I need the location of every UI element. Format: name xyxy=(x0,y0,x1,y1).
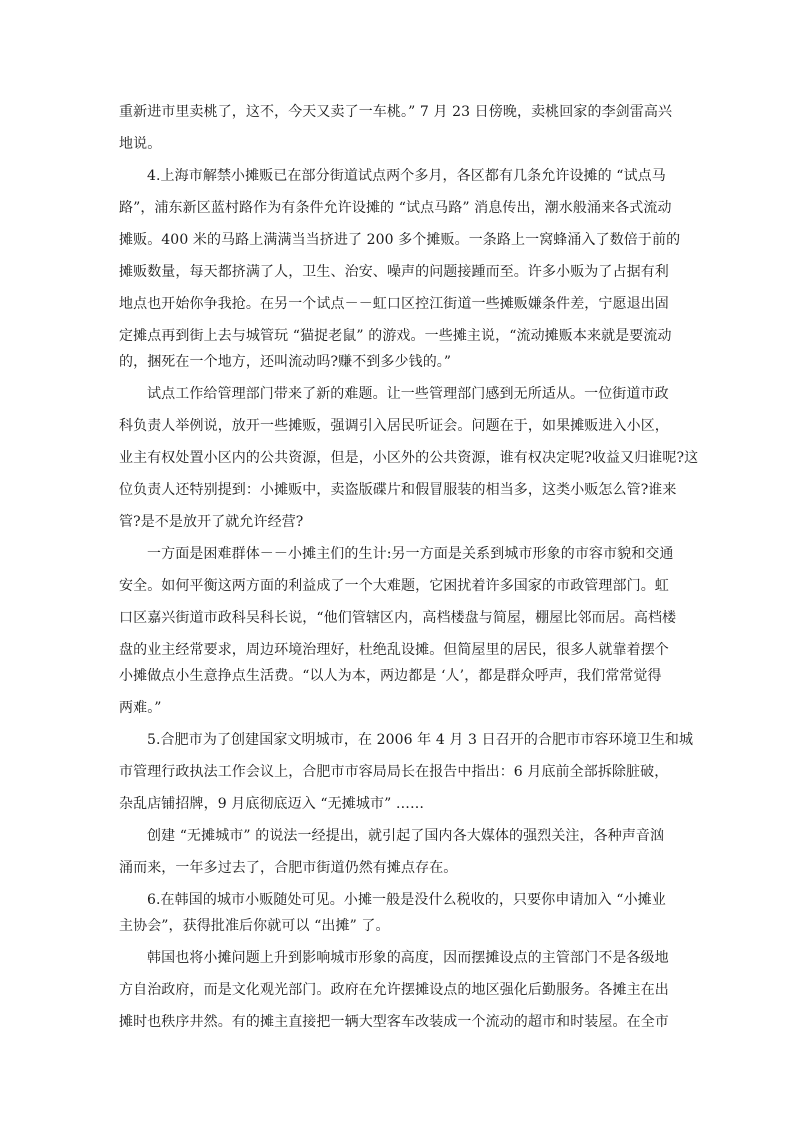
text-line: 安全。如何平衡这两方面的利益成了一个大难题，它困扰着许多国家的市政管理部门。虹 xyxy=(119,578,669,594)
text-line: 摊贩。400 米的马路上满满当当挤进了 200 多个摊贩。一条路上一窝蜂涌入了数倍于前的 xyxy=(119,232,681,248)
text-line: 市管理行政执法工作会议上，合肥市市容局局长在报告中指出：6 月底前全部拆除脏破， xyxy=(119,764,669,780)
text-line: 涌而来，一年多过去了，合肥市街道仍然有摊点存在。 xyxy=(119,860,458,876)
text-line: 的，捆死在一个地方，还叫流动吗?赚不到多少钱的。” xyxy=(119,354,452,370)
text-line: 科负责人举例说，放开一些摊贩，强调引入居民听证会。问题在于，如果摊贩进入小区， xyxy=(119,418,669,434)
text-line: 口区嘉兴街道市政科吴科长说，“他们管辖区内，高档楼盘与简屋，棚屋比邻而居。高档楼 xyxy=(119,610,677,626)
text-line: 杂乱店铺招牌，9 月底彻底迈入 “无摊城市” …… xyxy=(119,796,425,812)
text-line: 试点工作给管理部门带来了新的难题。让一些管理部门感到无所适从。一位街道市政 xyxy=(147,386,669,402)
text-line: 地点也开始你争我抢。在另一个试点－－虹口区控江街道一些摊贩嫌条件差，宁愿退出固 xyxy=(119,296,669,312)
text-line: 一方面是困难群体－－小摊主们的生计:另一方面是关系到城市形象的市容市貌和交通 xyxy=(147,546,674,562)
text-line: 方自治政府，而是文化观光部门。政府在允许摆摊设点的地区强化后勤服务。各摊主在出 xyxy=(119,982,669,998)
text-line: 盘的业主经常要求，周边环境治理好，杜绝乱设摊。但简屋里的居民，很多人就靠着摆个 xyxy=(119,642,669,658)
text-line: 定摊点再到街上去与城管玩 “猫捉老鼠” 的游戏。一些摊主说，“流动摊贩本来就是要流动 xyxy=(119,328,672,344)
text-line: 创建 “无摊城市” 的说法一经提出，就引起了国内各大媒体的强烈关注，各种声音汹 xyxy=(147,828,665,844)
text-line: 摊时也秩序井然。有的摊主直接把一辆大型客车改装成一个流动的超市和时装屋。在全市 xyxy=(119,1014,669,1030)
text-line: 4.上海市解禁小摊贩已在部分街道试点两个多月，各区都有几条允许设摊的 “试点马 xyxy=(147,168,666,184)
text-line: 主协会”，获得批准后你就可以 “出摊” 了。 xyxy=(119,918,390,934)
text-line: 重新进市里卖桃了，这不，今天又卖了一车桃。” 7 月 23 日傍晚，卖桃回家的李剑雷高兴 xyxy=(119,104,673,120)
text-line: 业主有权处置小区内的公共资源，但是，小区外的公共资源，谁有权决定呢?收益又归谁呢?这 xyxy=(119,450,699,466)
text-line: 管?是不是放开了就允许经营? xyxy=(119,514,304,530)
text-line: 路”，浦东新区蓝村路作为有条件允许设摊的 “试点马路” 消息传出，潮水般涌来各式流动 xyxy=(119,200,672,216)
text-line: 5.合肥市为了创建国家文明城市，在 2006 年 4 月 3 日召开的合肥市市容环境卫生和城 xyxy=(147,732,694,748)
text-line: 6.在韩国的城市小贩随处可见。小摊一般是没什么税收的，只要你申请加入 “小摊业 xyxy=(147,892,666,908)
text-line: 摊贩数量，每天都挤满了人，卫生、治安、噪声的问题接踵而至。许多小贩为了占据有利 xyxy=(119,264,669,280)
text-line: 地说。 xyxy=(119,136,162,152)
text-line: 小摊做点小生意挣点生活费。“以人为本，两边都是 ‘人’，都是群众呼声，我们常常觉得 xyxy=(119,668,662,684)
text-line: 两难。” xyxy=(119,700,162,716)
text-line: 位负责人还特别提到：小摊贩中，卖盗版碟片和假冒服装的相当多，这类小贩怎么管?谁来 xyxy=(119,482,677,498)
text-line: 韩国也将小摊问题上升到影响城市形象的高度，因而摆摊设点的主管部门不是各级地 xyxy=(147,950,669,966)
